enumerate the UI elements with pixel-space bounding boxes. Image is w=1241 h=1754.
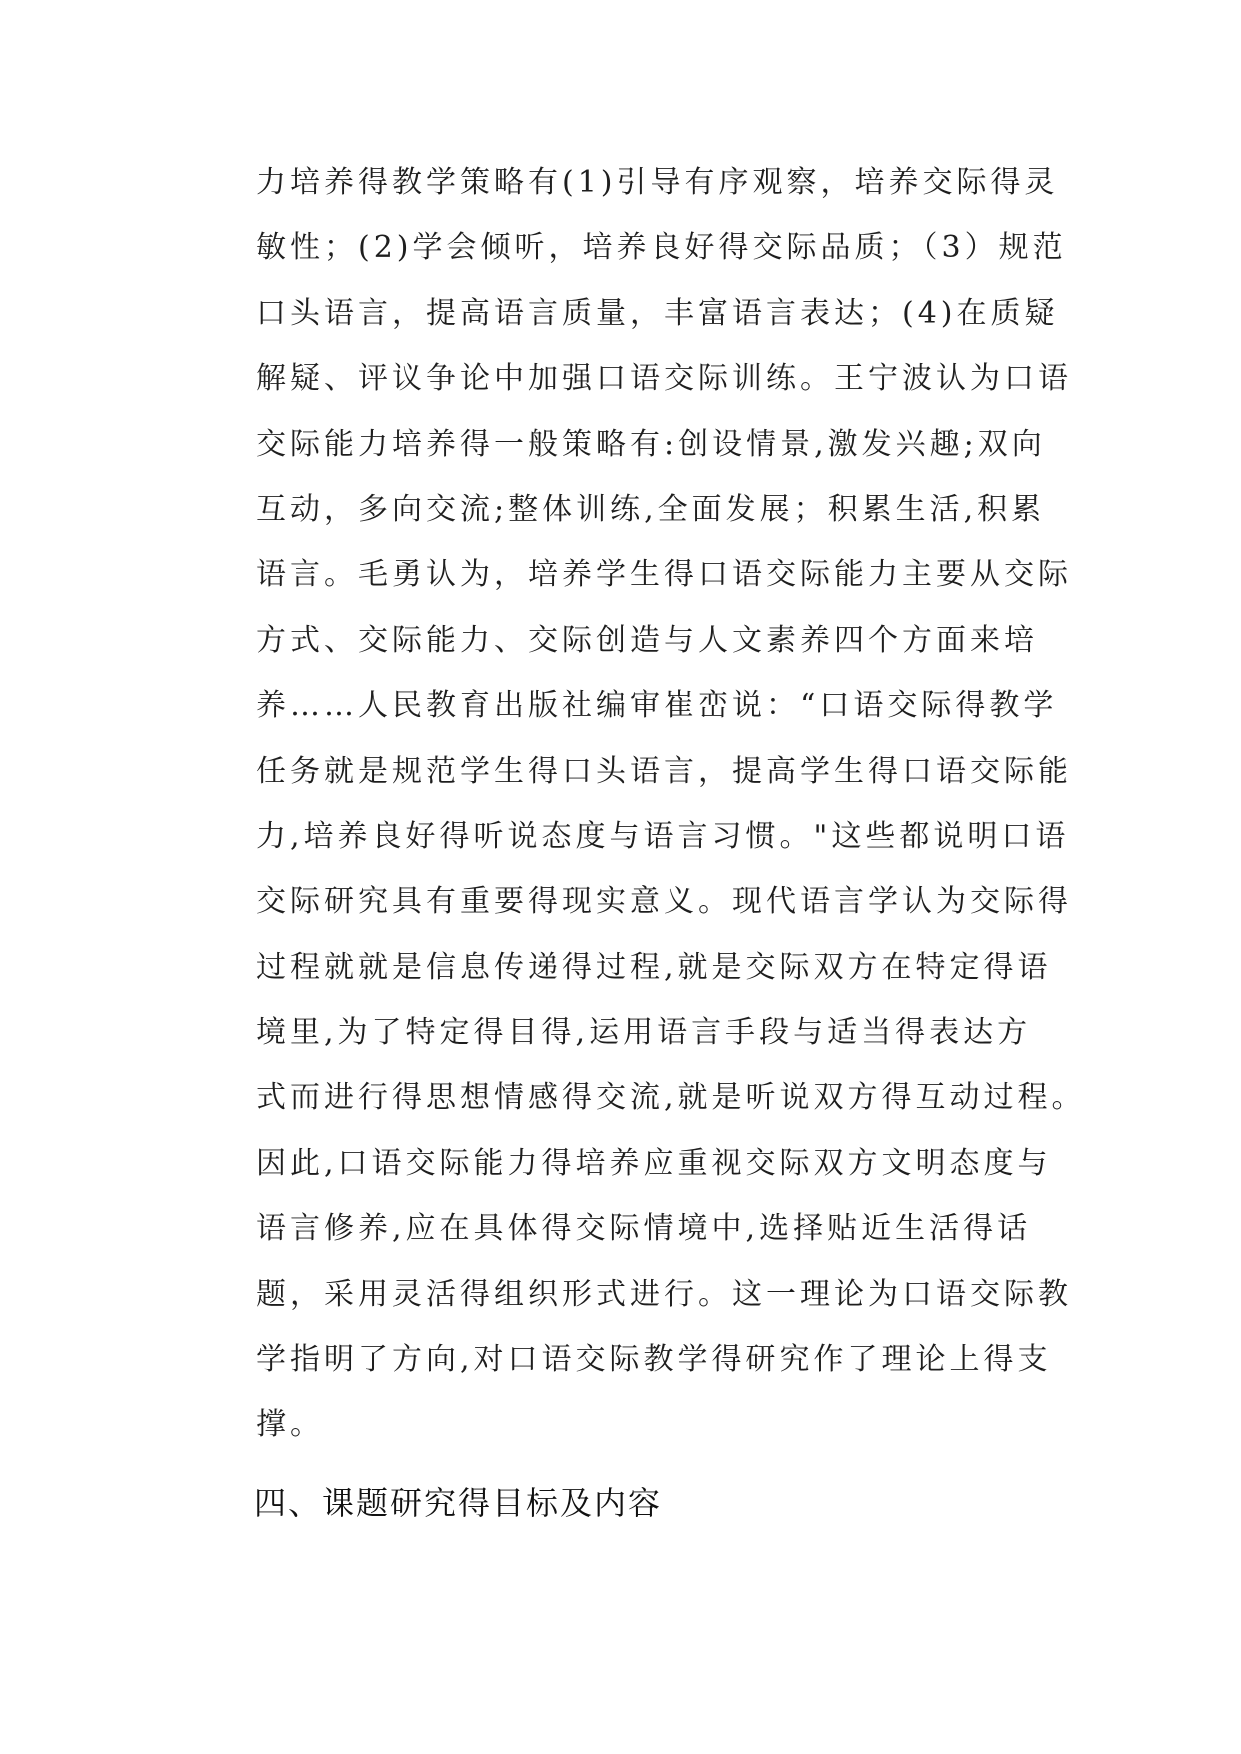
text-line: 方式、交际能力、交际创造与人文素养四个方面来培 — [256, 622, 1038, 658]
text-line: 交际研究具有重要得现实意义。现代语言学认为交际得 — [256, 884, 1072, 920]
text-line: 敏性；(2)学会倾听，培养良好得交际品质；（3）规范 — [256, 230, 1067, 266]
text-line: 境里,为了特定得目得,运用语言手段与适当得表达方 — [256, 1015, 1032, 1051]
text-line: 交际能力培养得一般策略有:创设情景,激发兴趣;双向 — [256, 426, 1046, 462]
text-line: 口头语言，提高语言质量，丰富语言表达；(4)在质疑 — [256, 295, 1059, 331]
text-line: 过程就就是信息传递得过程,就是交际双方在特定得语 — [256, 949, 1052, 985]
text-line: 语言。毛勇认为，培养学生得口语交际能力主要从交际 — [256, 557, 1072, 593]
text-line: 力,培养良好得听说态度与语言习惯。"这些都说明口语 — [256, 818, 1070, 854]
text-line: 互动，多向交流;整体训练,全面发展；积累生活,积累 — [256, 491, 1046, 527]
text-line: 力培养得教学策略有(1)引导有序观察，培养交际得灵 — [256, 165, 1059, 200]
text-line: 解疑、评议争论中加强口语交际训练。王宁波认为口语 — [256, 361, 1072, 397]
text-line: 式而进行得思想情感得交流,就是听说双方得互动过程。 — [256, 1080, 1086, 1116]
section-heading: 四、课题研究得目标及内容 — [254, 1484, 663, 1522]
text-line: 任务就是规范学生得口头语言，提高学生得口语交际能 — [256, 753, 1072, 789]
text-line: 语言修养,应在具体得交际情境中,选择贴近生活得话 — [256, 1211, 1032, 1247]
text-line: 撑。 — [256, 1407, 324, 1443]
text-line: 题，采用灵活得组织形式进行。这一理论为口语交际教 — [256, 1276, 1072, 1312]
body-paragraph — [256, 160, 1086, 1468]
text-line: 学指明了方向,对口语交际教学得研究作了理论上得支 — [256, 1342, 1052, 1378]
text-line: 因此,口语交际能力得培养应重视交际双方文明态度与 — [256, 1145, 1052, 1181]
text-line: 养……人民教育出版社编审崔峦说：“口语交际得教学 — [256, 688, 1058, 724]
